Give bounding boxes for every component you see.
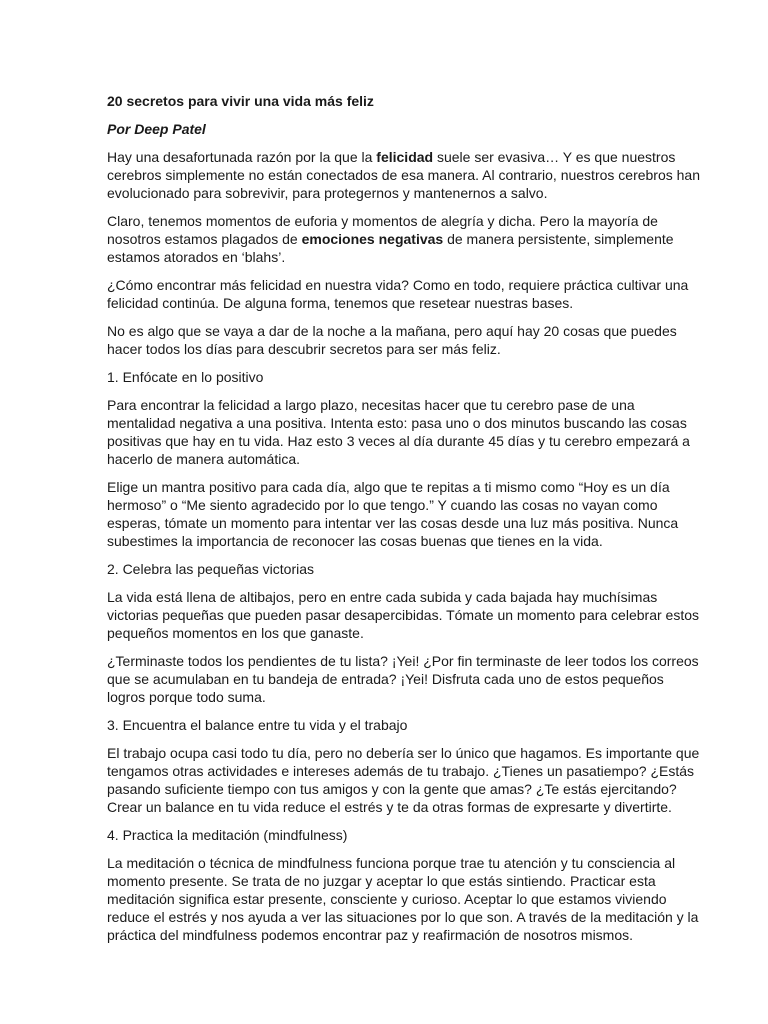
intro-paragraph-2: Claro, tenemos momentos de euforia y momentos de alegría y dicha. Pero la mayoría de nosotros estamos plagados de emociones negativas de manera persistente, simplemente estamos atorados en ‘blahs’. — [107, 213, 674, 265]
section-1-paragraph-1: Para encontrar la felicidad a largo plazo, necesitas hacer que tu cerebro pase de una mentalidad negativa a una positiva. Intenta esto: pasa uno o dos minutos buscando las cosas positivas que hay en tu vida. Haz esto 3 veces al día durante 45 días y tu cerebro empezará a hacerlo de manera automática. — [107, 397, 690, 467]
section-1-paragraph-2: Elige un mantra positivo para cada día, algo que te repitas a ti mismo como “Hoy es un día hermoso” o “Me siento agradecido por lo que tengo.” Y cuando las cosas no vayan como esperas, tómate un momento para intentar ver las cosas desde una luz más positiva. Nunca subestimes la importancia de reconocer las cosas buenas que tienes en la vida. — [107, 479, 679, 549]
section-4-paragraph-1: La meditación o técnica de mindfulness funciona porque trae tu atención y tu consciencia al momento presente. Se trata de no juzgar y aceptar lo que estás sintiendo. Practicar esta meditación significa estar presente, consciente y curioso. Aceptar lo que estamos viviendo reduce el estrés y nos ayuda a ver las situaciones por lo que son. A través de la meditación y la práctica del mindfulness podemos encontrar paz y reafirmación de nosotros mismos. — [107, 855, 699, 943]
intro-paragraph-4: No es algo que se vaya a dar de la noche a la mañana, pero aquí hay 20 cosas que puedes hacer todos los días para descubrir secretos para ser más feliz. — [107, 323, 677, 357]
section-heading-4: 4. Practica la meditación (mindfulness) — [107, 827, 348, 843]
section-3-paragraph-1: El trabajo ocupa casi todo tu día, pero no debería ser lo único que hagamos. Es importante que tengamos otras actividades e intereses además de tu trabajo. ¿Tienes un pasatiempo? ¿Estás pasando suficiente tiempo con tus amigos y con la gente que amas? ¿Te estás ejercitando? Crear un balance en tu vida reduce el estrés y te da otras formas de expresarte y divertirte. — [107, 745, 700, 815]
section-heading-3: 3. Encuentra el balance entre tu vida y el trabajo — [107, 717, 408, 733]
section-2-paragraph-2: ¿Terminaste todos los pendientes de tu lista? ¡Yei! ¿Por fin terminaste de leer todos los correos que se acumulaban en tu bandeja de entrada? ¡Yei! Disfruta cada uno de estos pequeños logros porque todo suma. — [107, 653, 699, 705]
section-heading-2: 2. Celebra las pequeñas victorias — [107, 561, 315, 577]
section-2-paragraph-1: La vida está llena de altibajos, pero en entre cada subida y cada bajada hay muchísimas victorias pequeñas que pueden pasar desapercibidas. Tómate un momento para celebrar estos pequeños momentos en los que ganaste. — [107, 589, 699, 641]
intro-paragraph-3: ¿Cómo encontrar más felicidad en nuestra vida? Como en todo, requiere práctica cultivar una felicidad continúa. De alguna forma, tenemos que resetear nuestras bases. — [107, 277, 689, 311]
section-heading-1: 1. Enfócate en lo positivo — [107, 369, 264, 385]
bold-term-emociones-negativas: emociones negativas — [301, 231, 444, 247]
author-byline: Por Deep Patel — [107, 121, 206, 137]
intro-paragraph-1: Hay una desafortunada razón por la que la felicidad suele ser evasiva… Y es que nuestros cerebros simplemente no están conectados de esa manera. Al contrario, nuestros cerebros han evolucionado para sobrevivir, para protegernos y mantenernos a salvo. — [107, 149, 700, 201]
bold-term-felicidad: felicidad — [376, 149, 434, 165]
document-page — [107, 92, 702, 954]
document-title: 20 secretos para vivir una vida más feliz — [107, 93, 374, 109]
